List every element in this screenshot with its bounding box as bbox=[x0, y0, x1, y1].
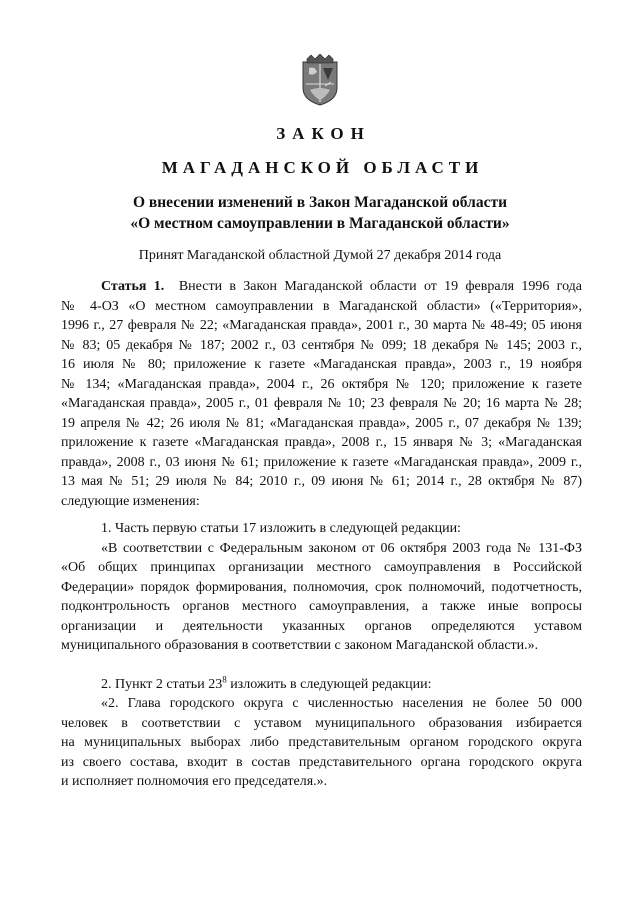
text-line: на муниципальных выборах либо представительным органом городского округа bbox=[61, 735, 582, 750]
text-line: № 83; 05 декабря № 187; 2002 г., 03 сентября № 099; 18 декабря № 145; 2003 г., bbox=[61, 337, 582, 353]
text-line: следующие изменения: bbox=[61, 493, 200, 509]
text-line: муниципального образования в соответствии с законом Магаданской области.». bbox=[61, 638, 539, 653]
text-line: Статья 1. Внести в Закон Магаданской области от 19 февраля 1996 года bbox=[101, 279, 583, 294]
text-line: 13 мая № 51; 29 июля № 84; 2010 г., 09 июня № 61; 2014 г., 28 октября № 87) bbox=[61, 474, 582, 489]
law-title bbox=[0, 192, 640, 234]
amendment-1-heading: 1. Часть первую статьи 17 изложить в следующей редакции: bbox=[101, 521, 461, 536]
text-line: «В соответствии с Федеральным законом от 06 октября 2003 года № 131-ФЗ bbox=[101, 540, 582, 556]
text-line: и исполняет полномочия его председателя.». bbox=[61, 774, 328, 789]
text-line: человек в соответствии с уставом муниципального образования избирается bbox=[61, 715, 582, 731]
adoption-note: Принят Магаданской областной Думой 27 декабря 2014 года bbox=[138, 248, 502, 263]
article-intro-paragraph bbox=[61, 277, 582, 511]
text-line: № 4-ОЗ «О местном самоуправлении в Магаданской области» («Территория», bbox=[61, 298, 582, 314]
text-line: приложение к газете «Магаданская правда», 2008 г., 15 января № 3; «Магаданская bbox=[61, 435, 582, 450]
document-type-heading: ЗАКОН bbox=[276, 124, 371, 143]
article-body bbox=[61, 277, 582, 792]
amendment-2-heading: 2. Пункт 2 статьи $23^8$ изложить в следующей редакции: bbox=[101, 673, 432, 692]
amendment-2-text bbox=[61, 694, 582, 792]
text-line: Федерации» порядок формирования, полномочия, срок полномочий, подотчетность, bbox=[61, 579, 582, 595]
amendment-1-text bbox=[61, 539, 582, 656]
text-line: из своего состава, входит в состав представительного органа городского округа bbox=[61, 754, 582, 770]
law-title-line: О внесении изменений в Закон Магаданской области bbox=[132, 194, 508, 211]
superscript-index: 8 bbox=[222, 673, 227, 684]
text-line: «Магаданская правда», 2005 г., 01 февраля № 10; 23 февраля № 20; 16 марта № 28; bbox=[61, 396, 582, 411]
text-line: «Об общих принципах организации местного самоуправления в Российской bbox=[61, 560, 582, 575]
text-line: организации и деятельности указанных органов определяются уставом bbox=[61, 618, 582, 634]
law-title-line: «О местном самоуправлении в Магаданской области» bbox=[130, 215, 510, 232]
coat-of-arms-icon bbox=[301, 54, 339, 106]
text-line: 19 апреля № 42; 26 июля № 81; «Магаданская правда», 2005 г., 07 декабря № 139; bbox=[61, 415, 582, 431]
text-line: № 134; «Магаданская правда», 2004 г., 26 октября № 120; приложение к газете bbox=[61, 376, 582, 392]
text-line: подконтрольность органов местного самоуправления, а также иные вопросы bbox=[61, 599, 582, 614]
text-line: «2. Глава городского округа с численностью населения не более 50 000 bbox=[101, 696, 582, 711]
article-label: Статья 1. bbox=[101, 279, 165, 294]
text-line: 1996 г., 27 февраля № 22; «Магаданская правда», 2001 г., 30 марта № 48-49; 05 июня bbox=[61, 318, 582, 333]
region-heading: МАГАДАНСКОЙ ОБЛАСТИ bbox=[161, 158, 484, 177]
text-line: правда», 2008 г., 03 июня № 61; приложение к газете «Магаданская правда», 2009 г., bbox=[61, 454, 582, 470]
text-line: 16 июля № 80; приложение к газете «Магаданская правда», 2003 г., 19 ноября bbox=[61, 357, 582, 372]
